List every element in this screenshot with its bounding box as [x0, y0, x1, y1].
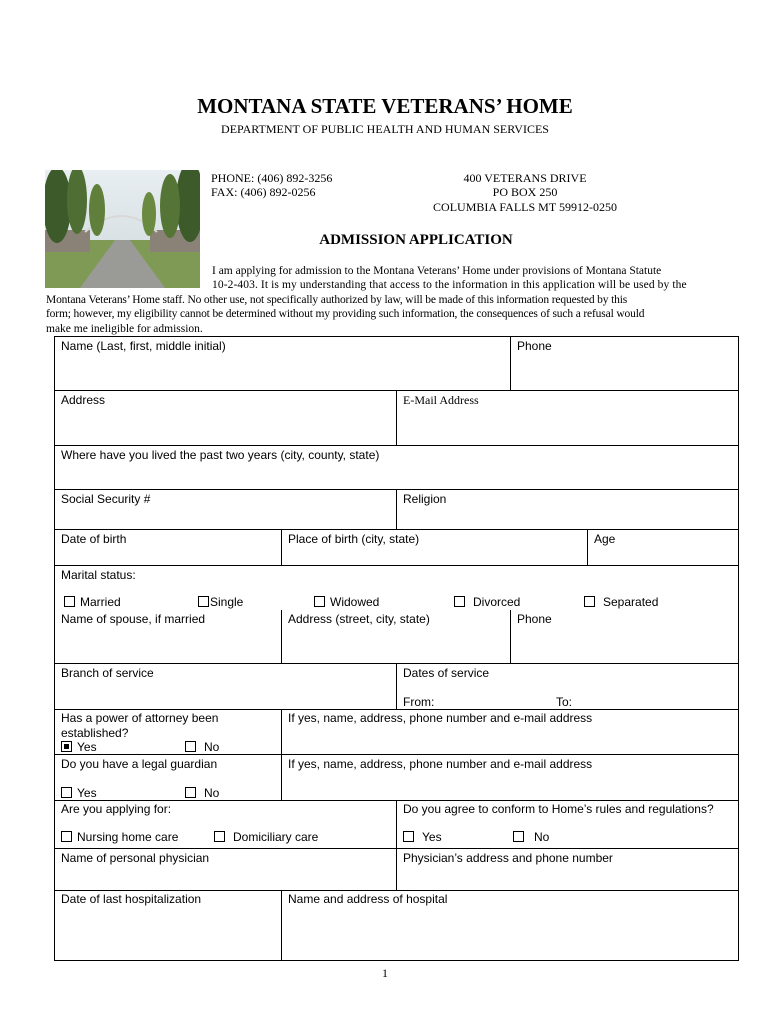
age-field[interactable]: Age — [594, 532, 616, 546]
widowed-checkbox[interactable]: Widowed — [314, 595, 379, 609]
intro-line: Montana Veterans’ Home staff. No other use, not specifically authorized by law, will be made of this information requested by this — [46, 294, 628, 306]
agree-no-checkbox[interactable]: No — [513, 830, 549, 844]
page-number: 1 — [382, 966, 388, 980]
single-checkbox[interactable]: Single — [198, 595, 243, 609]
checkbox-icon — [198, 596, 209, 607]
address-field[interactable]: Address — [61, 393, 106, 407]
power-of-attorney-label: Has a power of attorney been established? — [61, 711, 219, 740]
email-field[interactable]: E-Mail Address — [403, 393, 479, 407]
checkbox-icon — [513, 831, 524, 842]
checkbox-icon — [314, 596, 325, 607]
physician-address-field[interactable]: Physician’s address and phone number — [403, 851, 613, 865]
poa-details-field[interactable]: If yes, name, address, phone number and e-mail address — [288, 711, 593, 725]
intro-line: form; however, my eligibility cannot be determined without my providing such information, the consequences of such a refusal would — [46, 308, 645, 320]
spouse-address-field[interactable]: Address (street, city, state) — [288, 612, 430, 626]
residence-history-field[interactable]: Where have you lived the past two years (city, county, state) — [61, 448, 380, 462]
dob-field[interactable]: Date of birth — [61, 532, 127, 546]
checkbox-icon — [584, 596, 595, 607]
applying-for-label: Are you applying for: — [61, 802, 172, 816]
nursing-home-checkbox[interactable]: Nursing home care — [61, 830, 178, 844]
spouse-name-field[interactable]: Name of spouse, if married — [61, 612, 206, 626]
checkbox-checked-icon — [61, 741, 72, 752]
rules-agreement-label: Do you agree to conform to Home’s rules and regulations? — [403, 802, 714, 816]
service-to-field[interactable]: To: — [556, 695, 573, 709]
dates-of-service-label: Dates of service — [403, 666, 490, 680]
service-from-field[interactable]: From: — [403, 695, 435, 709]
branch-of-service-field[interactable]: Branch of service — [61, 666, 154, 680]
guardian-yes-checkbox[interactable]: Yes — [61, 786, 97, 800]
religion-field[interactable]: Religion — [403, 492, 447, 506]
last-hospitalization-field[interactable]: Date of last hospitalization — [61, 892, 202, 906]
phone-line: PHONE: (406) 892-3256 — [211, 171, 333, 185]
guardian-no-checkbox[interactable]: No — [185, 786, 219, 800]
married-checkbox[interactable]: Married — [64, 595, 121, 609]
checkbox-icon — [214, 831, 225, 842]
checkbox-icon — [454, 596, 465, 607]
hospital-name-address-field[interactable]: Name and address of hospital — [288, 892, 448, 906]
form-title: ADMISSION APPLICATION — [319, 232, 513, 248]
poa-no-checkbox[interactable]: No — [185, 740, 219, 754]
fax-line: FAX: (406) 892-0256 — [211, 185, 316, 199]
ssn-field[interactable]: Social Security # — [61, 492, 151, 506]
pob-field[interactable]: Place of birth (city, state) — [288, 532, 420, 546]
phone-field[interactable]: Phone — [517, 339, 552, 353]
po-box: PO BOX 250 — [492, 185, 558, 199]
divorced-checkbox[interactable]: Divorced — [454, 595, 520, 609]
checkbox-icon — [64, 596, 75, 607]
entrance-photo — [45, 170, 200, 288]
checkbox-icon — [403, 831, 414, 842]
checkbox-icon — [185, 741, 196, 752]
name-field[interactable]: Name (Last, first, middle initial) — [61, 339, 226, 353]
intro-line: I am applying for admission to the Montana Veterans’ Home under provisions of Montana Statute — [212, 265, 662, 277]
intro-line: make me ineligible for admission. — [46, 323, 203, 335]
guardian-details-field[interactable]: If yes, name, address, phone number and e-mail address — [288, 757, 593, 771]
legal-guardian-label: Do you have a legal guardian — [61, 757, 218, 771]
checkbox-icon — [61, 831, 72, 842]
marital-status-label: Marital status: — [61, 568, 136, 582]
checkbox-icon — [61, 787, 72, 798]
department-name: DEPARTMENT OF PUBLIC HEALTH AND HUMAN SERVICES — [221, 122, 549, 136]
separated-checkbox[interactable]: Separated — [584, 595, 658, 609]
domiciliary-checkbox[interactable]: Domiciliary care — [214, 830, 318, 844]
agree-yes-checkbox[interactable]: Yes — [403, 830, 442, 844]
poa-yes-checkbox[interactable]: Yes — [61, 740, 97, 754]
street-address: 400 VETERANS DRIVE — [463, 171, 587, 185]
intro-line: 10-2-403. It is my understanding that access to the information in this application will be used by the — [212, 279, 687, 291]
page-title: MONTANA STATE VETERANS’ HOME — [197, 94, 573, 118]
city-state-zip: COLUMBIA FALLS MT 59912-0250 — [433, 200, 617, 214]
physician-name-field[interactable]: Name of personal physician — [61, 851, 210, 865]
checkbox-icon — [185, 787, 196, 798]
spouse-phone-field[interactable]: Phone — [517, 612, 552, 626]
